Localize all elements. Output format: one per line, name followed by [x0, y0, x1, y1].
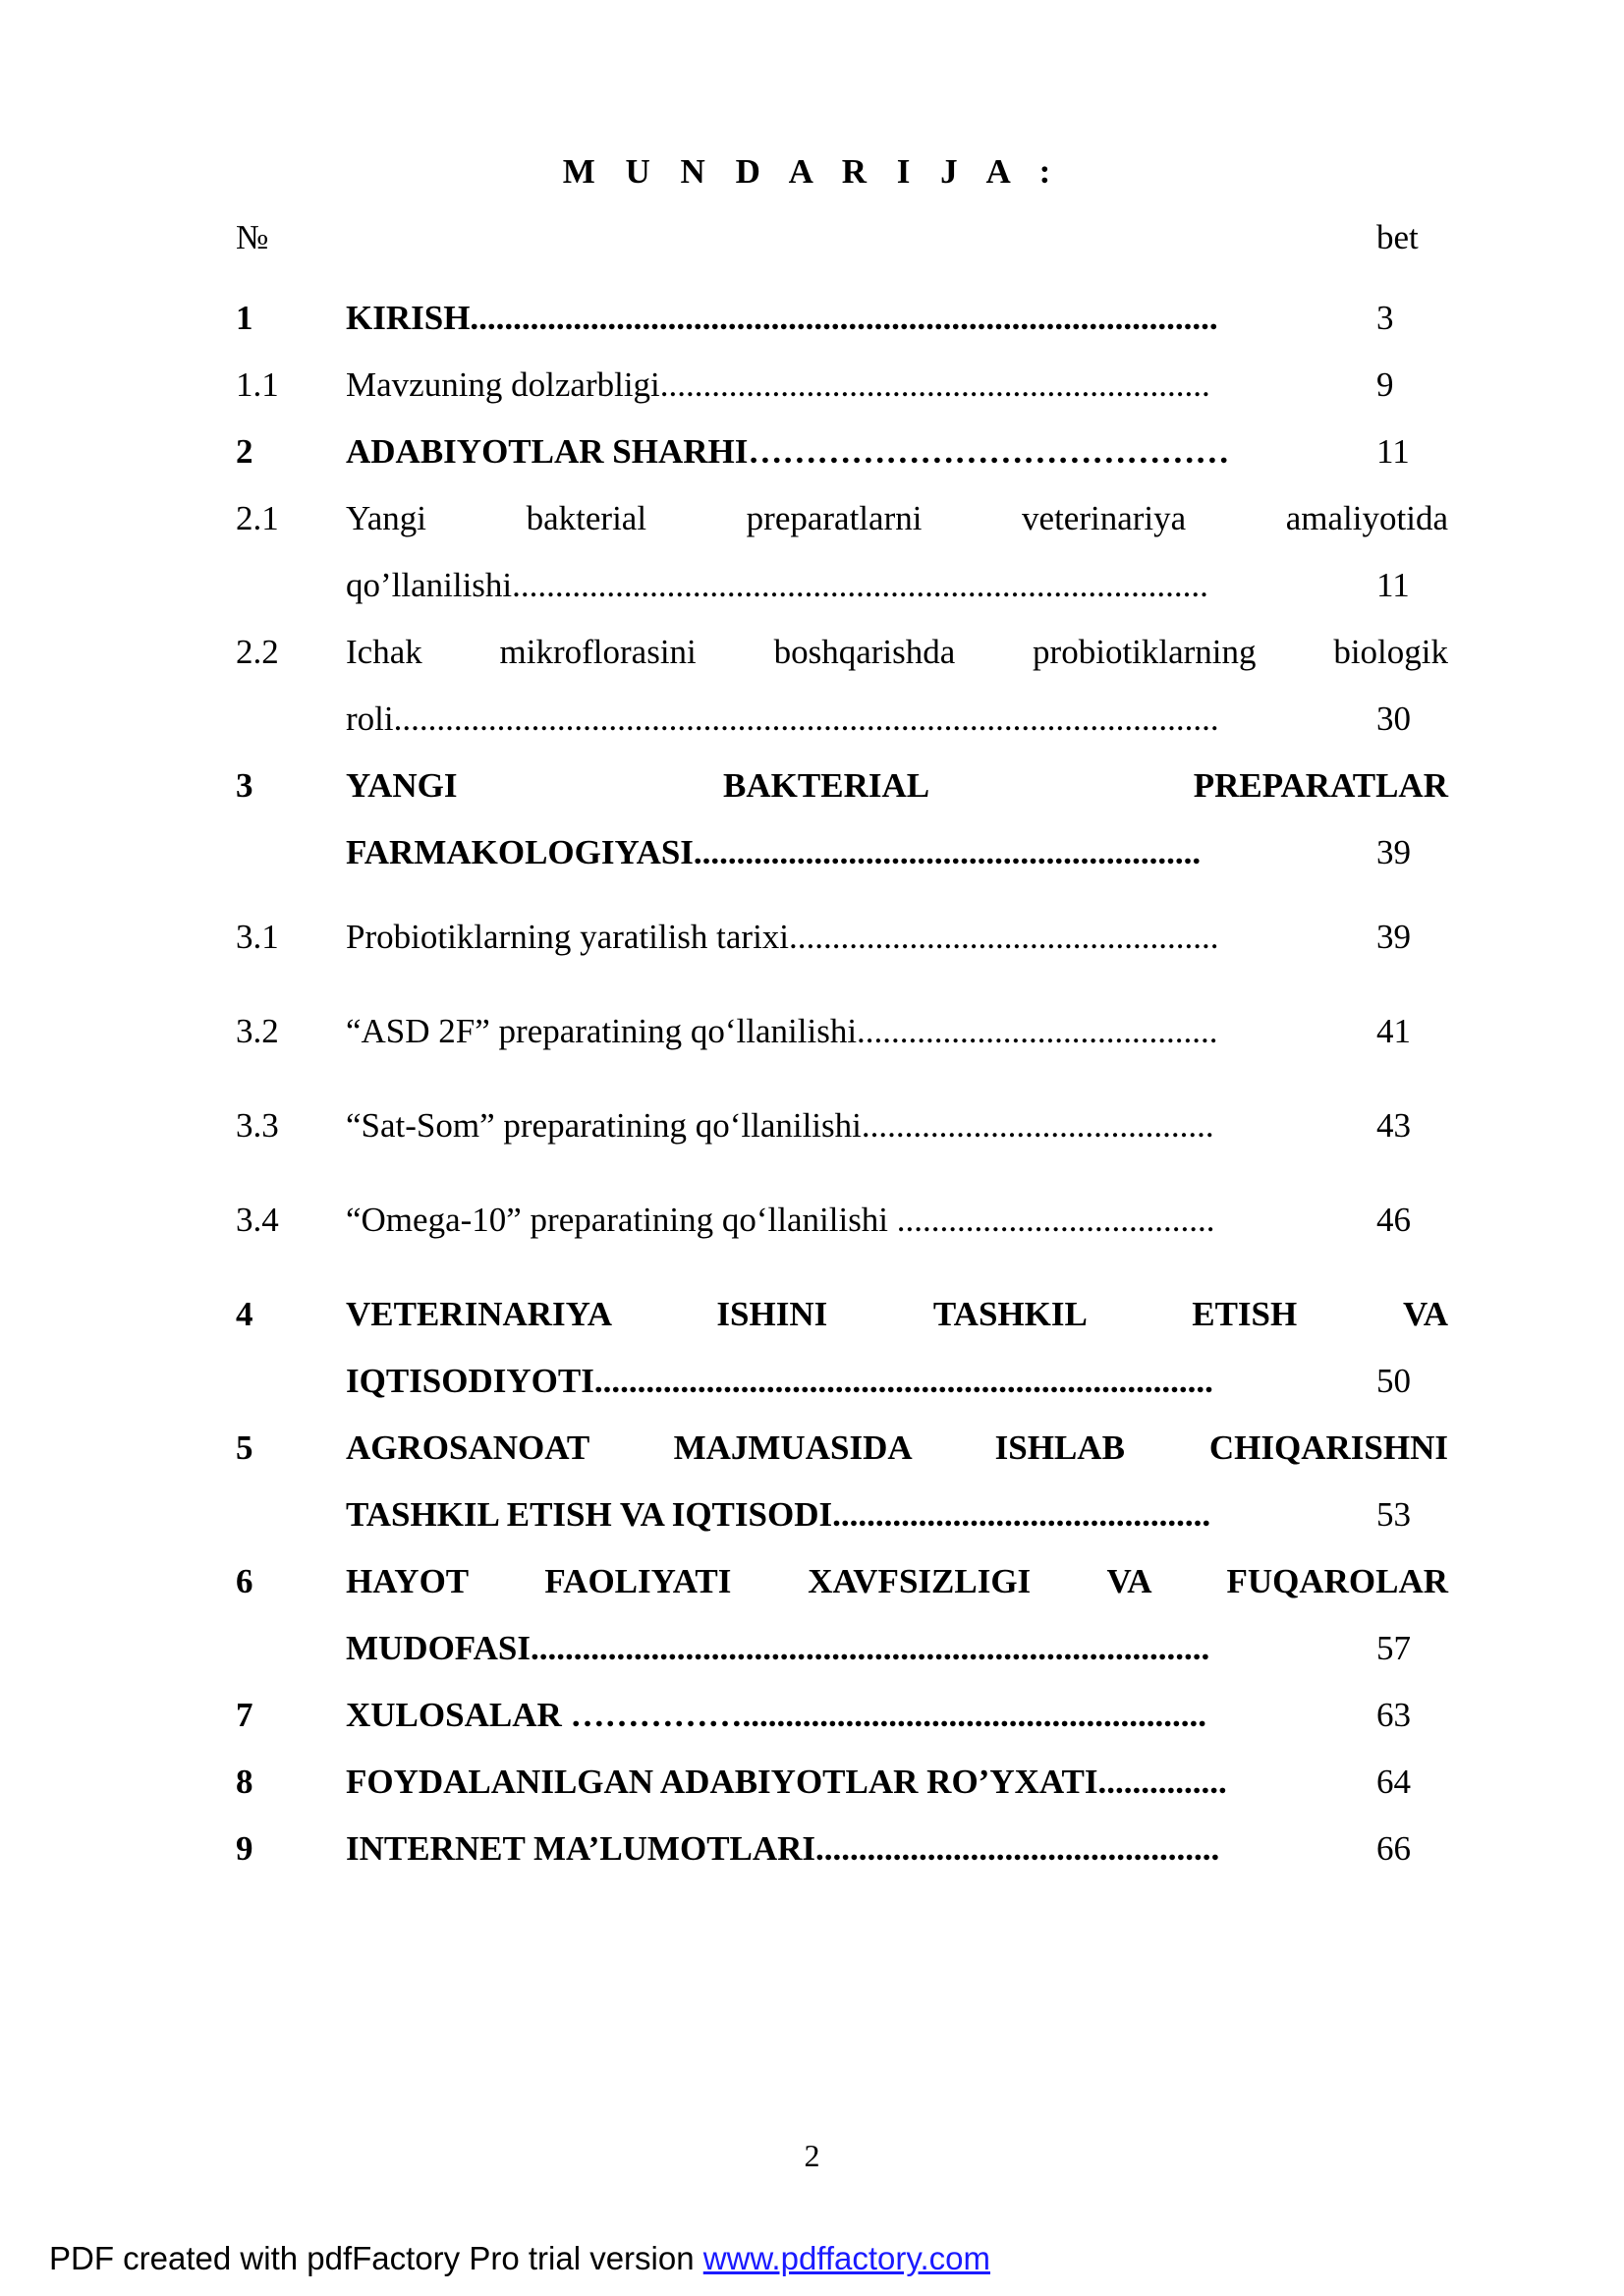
page-title: M U N D A R I J A : [562, 152, 1062, 191]
toc-entry-page: 11 [1376, 432, 1410, 471]
toc-entry-title-line: “Sat-Som” preparatining qo‘llanilishi......................................... [346, 1106, 1214, 1145]
toc-entry-number: 1 [236, 299, 253, 337]
toc-entry-title-line: INTERNET MA’LUMOTLARI............................................... [346, 1829, 1220, 1868]
toc-entry-page: 50 [1376, 1362, 1411, 1400]
toc-entry-title [346, 285, 1448, 352]
column-header-number: № [236, 218, 269, 256]
toc-entry-title-line: Mavzuning dolzarbligi................................................................ [346, 365, 1210, 404]
toc-entry-page: 43 [1376, 1106, 1411, 1145]
toc-entry-number: 3.1 [236, 918, 279, 956]
toc-entry-title [346, 1682, 1448, 1749]
toc-entry-title-line: HAYOT FAOLIYATI XAVFSIZLIGI VA FUQAROLAR [346, 1562, 1448, 1600]
toc-entry-title [346, 904, 1448, 971]
toc-entry-number: 2 [236, 432, 253, 471]
toc-entry-title [346, 1281, 1448, 1415]
toc-entry-title [346, 1548, 1448, 1682]
toc-entry-page: 46 [1376, 1201, 1411, 1239]
column-header-page: bet [1376, 218, 1419, 256]
toc-entry-page: 41 [1376, 1012, 1411, 1050]
toc-entry-title [346, 1415, 1448, 1548]
toc-entry-number: 3.3 [236, 1106, 279, 1145]
toc-entry-page: 3 [1376, 299, 1394, 337]
toc-entry-title [346, 619, 1448, 753]
toc-entry-page: 11 [1376, 566, 1410, 604]
toc-entry-number: 6 [236, 1562, 253, 1600]
toc-entry-number: 3.4 [236, 1201, 279, 1239]
toc-entry-title-line: roli................................................................................................ [346, 700, 1219, 738]
toc-entry-title-line: qo’llanilishi................................................................................. [346, 566, 1208, 604]
toc-entry-title [346, 352, 1448, 419]
toc-entry-page: 39 [1376, 918, 1411, 956]
toc-entry-title-line: “Omega-10” preparatining qo‘llanilishi ..................................... [346, 1201, 1215, 1239]
toc-entry-title-line: Yangi bakterial preparatlarni veterinariya amaliyotida [346, 499, 1448, 537]
toc-entry-title-line: YANGI BAKTERIAL PREPARATLAR [346, 766, 1448, 805]
toc-entry-title-line: AGROSANOAT MAJMUASIDA ISHLAB CHIQARISHNI [346, 1428, 1448, 1467]
toc-entry-number: 1.1 [236, 365, 279, 404]
toc-entry-page: 63 [1376, 1696, 1411, 1734]
toc-entry-number: 5 [236, 1428, 253, 1467]
toc-entry-title-line: “ASD 2F” preparatining qo‘llanilishi.......................................... [346, 1012, 1218, 1050]
toc-entry-title-line: VETERINARIYA ISHINI TASHKIL ETISH VA [346, 1295, 1448, 1333]
toc-entry-title-line: Ichak mikroflorasini boshqarishda probiotiklarning biologik [346, 633, 1448, 671]
toc-entry-title-line: XULOSALAR ……………...................................................... [346, 1696, 1207, 1734]
toc-entry-number: 7 [236, 1696, 253, 1734]
toc-entry-title [346, 753, 1448, 886]
toc-entry-number: 2.1 [236, 499, 279, 537]
toc-entry-number: 8 [236, 1763, 253, 1801]
toc-entry-number: 3 [236, 766, 253, 805]
toc-entry-title [346, 1092, 1448, 1159]
toc-entry-title [346, 1187, 1448, 1254]
toc-entry-title [346, 998, 1448, 1065]
pdf-footer [49, 2240, 990, 2277]
toc-entry-page: 9 [1376, 365, 1394, 404]
toc-entry-title [346, 1816, 1448, 1882]
toc-entry-title [346, 419, 1448, 485]
toc-entry-title-line: TASHKIL ETISH VA IQTISODI............................................ [346, 1495, 1211, 1534]
footer-text: PDF created with pdfFactory Pro trial version [49, 2240, 703, 2276]
toc-entry-title-line: FOYDALANILGAN ADABIYOTLAR RO’YXATI............... [346, 1763, 1227, 1801]
toc-entry-title-line: FARMAKOLOGIYASI........................................................... [346, 833, 1202, 871]
toc-entry-title-line: MUDOFASI............................................................................... [346, 1629, 1210, 1667]
toc-entry-title-line: ADABIYOTLAR SHARHI…………………………………… [346, 432, 1230, 471]
toc-entry-title-line: IQTISODIYOTI........................................................................ [346, 1362, 1213, 1400]
toc-entry-page: 39 [1376, 833, 1411, 871]
footer-link[interactable]: www.pdffactory.com [702, 2240, 990, 2276]
toc-entry-title [346, 485, 1448, 619]
toc-entry-title-line: KIRISH....................................................................................... [346, 299, 1218, 337]
toc-entry-number: 3.2 [236, 1012, 279, 1050]
toc-entry-page: 53 [1376, 1495, 1411, 1534]
toc-entry-number: 9 [236, 1829, 253, 1868]
toc-entry-page: 57 [1376, 1629, 1411, 1667]
toc-entry-title [346, 1749, 1448, 1816]
toc-entry-page: 66 [1376, 1829, 1411, 1868]
toc-entry-page: 64 [1376, 1763, 1411, 1801]
toc-entry-title-line: Probiotiklarning yaratilish tarixi.................................................. [346, 918, 1219, 956]
toc-entry-number: 2.2 [236, 633, 279, 671]
page-number: 2 [804, 2138, 820, 2173]
toc-entry-number: 4 [236, 1295, 253, 1333]
toc-entry-page: 30 [1376, 700, 1411, 738]
